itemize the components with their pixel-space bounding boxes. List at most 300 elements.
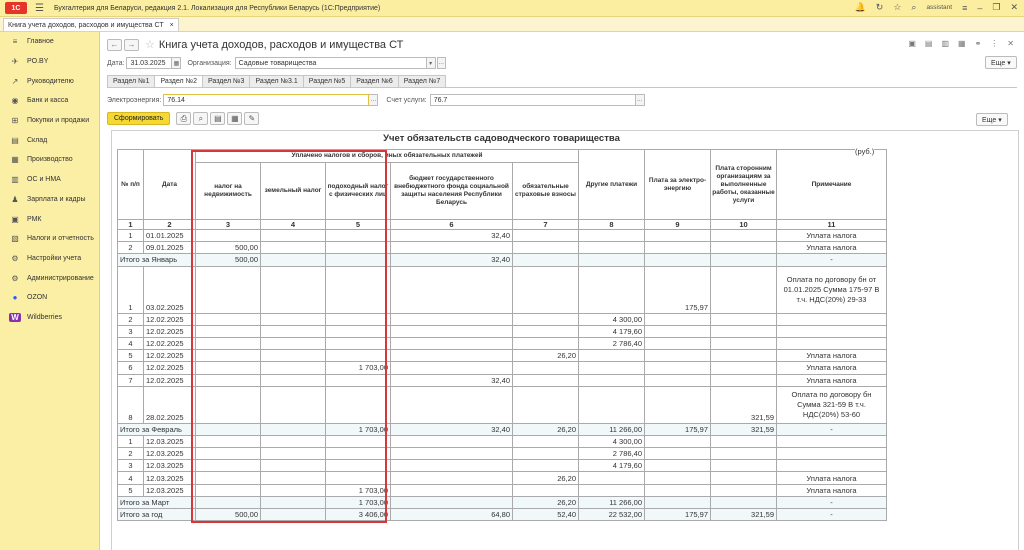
table-cell (777, 460, 887, 472)
table-cell (513, 254, 579, 266)
table-cell (261, 362, 326, 374)
table-icon[interactable]: ▦ (227, 112, 242, 125)
table-cell (777, 325, 887, 337)
table-cell: 26,20 (513, 350, 579, 362)
table-cell: 12.02.2025 (144, 374, 196, 386)
app-title: Бухгалтерия для Беларуси, редакция 2.1. Локализация для Республики Беларусь (1С:Предприятие) (53, 4, 381, 12)
table-cell: 11 266,00 (579, 423, 645, 435)
table-cell: 12.03.2025 (144, 435, 196, 447)
col-header-electric: Плата за электро-энергию (645, 150, 711, 220)
table-cell: 32,40 (391, 374, 513, 386)
rocket-icon: ✈ (11, 57, 19, 67)
table-cell: 8 (118, 386, 144, 423)
table-cell (196, 472, 261, 484)
table-cell (777, 313, 887, 325)
column-number: 10 (711, 220, 777, 230)
sidebar-item-label: Администрирование (27, 274, 94, 282)
report-title: Учет обязательств садоводческого товарищества (383, 133, 620, 144)
assets-icon: ▥ (11, 175, 19, 185)
table-cell (645, 337, 711, 349)
table-cell (645, 435, 711, 447)
table-cell (326, 460, 391, 472)
table-cell (196, 386, 261, 423)
sidebar-item-label: Настройки учета (27, 254, 82, 262)
total-row (118, 509, 887, 521)
table-cell (513, 386, 579, 423)
table-cell: Итого за Март (118, 496, 196, 508)
report-unit: (руб.) (855, 147, 875, 156)
electric-account-input[interactable]: 76.14 (163, 94, 369, 106)
col-header-date: Дата (144, 150, 196, 220)
table-cell: Итого за год (118, 509, 196, 521)
table-cell: 7 (118, 374, 144, 386)
total-row (118, 423, 887, 435)
sidebar-item[interactable] (0, 71, 99, 91)
table-cell (513, 337, 579, 349)
table-cell (391, 472, 513, 484)
date-label: Дата: (107, 59, 125, 67)
service-label: Счет услуги: (386, 96, 427, 104)
table-cell: - (777, 254, 887, 266)
title-bar (0, 0, 1024, 17)
wildberries-icon: W (9, 313, 21, 322)
table-cell (645, 254, 711, 266)
table-cell (391, 337, 513, 349)
column-number: 9 (645, 220, 711, 230)
section-tab[interactable]: Раздел №7 (398, 75, 446, 88)
column-number: 11 (777, 220, 887, 230)
table-cell: 4 (118, 472, 144, 484)
table-cell (645, 242, 711, 254)
user-name[interactable]: assistant (926, 4, 953, 11)
table-cell (711, 337, 777, 349)
table-cell (326, 435, 391, 447)
table-cell: 12.03.2025 (144, 472, 196, 484)
table-cell (513, 435, 579, 447)
section-tab[interactable]: Раздел №5 (303, 75, 351, 88)
report-more-button[interactable]: Еще ▾ (976, 113, 1008, 126)
column-number: 7 (513, 220, 579, 230)
table-cell: Оплата по договору бн от 01.01.2025 Сумма 175-97 В т.ч. НДС(20%) 29-33 (777, 266, 887, 313)
table-cell: 1 703,00 (326, 362, 391, 374)
table-cell: 26,20 (513, 472, 579, 484)
table-cell: 175,97 (645, 423, 711, 435)
sidebar-item-label: Руководителю (27, 77, 74, 85)
table-cell (261, 350, 326, 362)
close-form-icon[interactable]: ✕ (1007, 39, 1014, 48)
column-number: 3 (196, 220, 261, 230)
favorites-icon[interactable]: ☆ (893, 2, 902, 12)
chart-icon: ↗ (11, 76, 19, 86)
table-cell: 1 (118, 230, 144, 242)
table-cell (196, 374, 261, 386)
save-icon[interactable]: ▤ (924, 39, 933, 48)
table-cell: Уплата налога (777, 472, 887, 484)
table-cell: 26,20 (513, 423, 579, 435)
sidebar-item[interactable] (0, 209, 99, 229)
sidebar-item[interactable] (0, 288, 99, 308)
table-cell (711, 266, 777, 313)
section-tab[interactable]: Раздел №1 (107, 75, 155, 88)
total-row (118, 254, 887, 266)
table-cell (513, 374, 579, 386)
col-header-land-tax: земельный налог (261, 163, 326, 220)
bell-icon[interactable]: 🔔 (854, 2, 866, 12)
factory-icon: ▦ (11, 155, 19, 165)
table-cell: 11 266,00 (579, 496, 645, 508)
settings-icon: ⚙ (11, 253, 19, 263)
org-select-button[interactable]: … (437, 57, 446, 69)
table-cell (711, 254, 777, 266)
sidebar-item[interactable] (0, 170, 99, 190)
table-cell (711, 460, 777, 472)
table-cell (645, 313, 711, 325)
link-icon[interactable]: ⚭ (974, 39, 982, 48)
sidebar-item[interactable] (0, 190, 99, 210)
table-cell: 3 (118, 325, 144, 337)
table-cell: 4 179,60 (579, 460, 645, 472)
org-dropdown-icon[interactable]: ▾ (427, 57, 436, 69)
table-cell (326, 242, 391, 254)
history-icon[interactable]: ↻ (875, 2, 884, 12)
table-cell: 2 (118, 242, 144, 254)
table-cell: 500,00 (196, 254, 261, 266)
col-header-insurance: обязательные страховые взносы (513, 163, 579, 220)
table-cell (513, 266, 579, 313)
table-cell: - (777, 423, 887, 435)
table-cell: Оплата по договору бн Сумма 321-59 В т.ч. НДС(20%) 53-60 (777, 386, 887, 423)
table-row (118, 386, 887, 423)
col-header-property-tax: налог на недвижимость (196, 163, 261, 220)
table-cell (711, 435, 777, 447)
table-cell (196, 484, 261, 496)
table-cell: 3 406,00 (326, 509, 391, 521)
table-cell: Уплата налога (777, 242, 887, 254)
sidebar-item-label: OZON (27, 294, 48, 302)
table-cell (196, 337, 261, 349)
table-cell (777, 435, 887, 447)
table-row (118, 350, 887, 362)
table-cell: 4 179,60 (579, 325, 645, 337)
table-cell (261, 423, 326, 435)
menu-icon: ≡ (12, 37, 18, 47)
sidebar-item[interactable] (0, 111, 99, 131)
sidebar (0, 32, 100, 550)
table-cell: 32,40 (391, 230, 513, 242)
sidebar-item[interactable] (0, 130, 99, 150)
column-number: 1 (118, 220, 144, 230)
table-cell (645, 374, 711, 386)
table-cell (645, 386, 711, 423)
table-cell (645, 448, 711, 460)
table-cell: 1 703,00 (326, 496, 391, 508)
title-bar-controls (855, 2, 1018, 13)
table-cell (196, 496, 261, 508)
service-account-input[interactable]: 76.7 (430, 94, 636, 106)
column-numbers-row (118, 220, 887, 230)
table-cell: Уплата налога (777, 362, 887, 374)
sidebar-item[interactable] (0, 52, 99, 72)
column-number: 8 (579, 220, 645, 230)
table-cell (196, 448, 261, 460)
table-row (118, 435, 887, 447)
table-cell (196, 313, 261, 325)
maximize-icon[interactable]: ❐ (992, 2, 1001, 12)
table-cell (513, 230, 579, 242)
back-button[interactable]: ← (107, 39, 122, 51)
column-number: 6 (391, 220, 513, 230)
table-cell (326, 350, 391, 362)
table-cell: - (777, 496, 887, 508)
table-row (118, 460, 887, 472)
header-icons (908, 39, 1014, 48)
table-cell (326, 313, 391, 325)
table-cell (711, 242, 777, 254)
table-cell (579, 242, 645, 254)
table-cell: Итого за Февраль (118, 423, 196, 435)
table-cell: 2 (118, 313, 144, 325)
table-cell (513, 325, 579, 337)
report-table (117, 149, 887, 521)
table-cell (391, 496, 513, 508)
org-label: Организация: (187, 59, 232, 67)
organization-input[interactable]: Садовые товарищества (235, 57, 427, 69)
settings-menu-icon[interactable]: ≡ (962, 2, 968, 13)
table-cell (711, 230, 777, 242)
table-cell: 26,20 (513, 496, 579, 508)
table-cell: 12.02.2025 (144, 362, 196, 374)
sidebar-item[interactable] (0, 32, 99, 52)
table-cell: 32,40 (391, 423, 513, 435)
pmk-icon: ▣ (11, 214, 19, 224)
table-cell (711, 313, 777, 325)
table-cell (513, 242, 579, 254)
sidebar-item[interactable] (0, 268, 99, 288)
table-row (118, 242, 887, 254)
table-cell (261, 509, 326, 521)
print-icon[interactable]: ▣ (908, 39, 916, 48)
table-cell (261, 254, 326, 266)
table-cell: 4 (118, 337, 144, 349)
table-cell: 12.03.2025 (144, 448, 196, 460)
table-cell (326, 448, 391, 460)
sidebar-item-label: Налоги и отчетность (27, 235, 94, 243)
table-cell (196, 266, 261, 313)
edit-icon[interactable]: ✎ (244, 112, 259, 125)
table-cell: 2 786,40 (579, 337, 645, 349)
table-cell (326, 374, 391, 386)
bookmark-star-icon[interactable]: ☆ (145, 39, 155, 51)
table-cell: 6 (118, 362, 144, 374)
table-cell: Итого за Январь (118, 254, 196, 266)
table-cell (326, 230, 391, 242)
table-cell (645, 325, 711, 337)
sidebar-item-label: ОС и НМА (27, 176, 61, 184)
more-vert-icon[interactable]: ⋮ (990, 39, 999, 48)
table-cell: 12.03.2025 (144, 460, 196, 472)
table-cell: 32,40 (391, 254, 513, 266)
table-cell: 5 (118, 350, 144, 362)
table-cell (261, 484, 326, 496)
ozon-icon: ● (12, 293, 18, 303)
table-row (118, 374, 887, 386)
table-cell (711, 496, 777, 508)
sidebar-item[interactable] (0, 91, 99, 111)
table-cell (326, 472, 391, 484)
table-cell (711, 362, 777, 374)
edit-icon[interactable]: ▦ (958, 39, 966, 48)
sidebar-item[interactable] (0, 308, 99, 328)
col-header-note: Примечание (777, 150, 887, 220)
table-cell (391, 362, 513, 374)
table-cell (196, 423, 261, 435)
generate-button[interactable]: Сформировать (107, 112, 170, 125)
table-cell (579, 350, 645, 362)
table-row (118, 448, 887, 460)
table-cell (579, 472, 645, 484)
table-cell (261, 325, 326, 337)
table-cell: 12.02.2025 (144, 350, 196, 362)
table-cell (777, 448, 887, 460)
table-row (118, 472, 887, 484)
table-cell: 12.02.2025 (144, 337, 196, 349)
table-cell: 12.02.2025 (144, 313, 196, 325)
sidebar-item-label: Производство (27, 156, 73, 164)
table-cell: 1 (118, 435, 144, 447)
table-row (118, 313, 887, 325)
section-tab[interactable]: Раздел №6 (350, 75, 398, 88)
col-header-income-tax: подоходный налог с физических лиц (326, 163, 391, 220)
electric-select-button[interactable]: … (369, 94, 378, 106)
table-cell (196, 435, 261, 447)
col-header-paid: Уплачено налогов и сборов, иных обязательных платежей (196, 150, 579, 163)
sidebar-item[interactable] (0, 249, 99, 269)
sidebar-item-label: Банк и касса (27, 97, 69, 105)
open-tabs-bar (0, 17, 1024, 32)
table-cell (196, 350, 261, 362)
table-cell (579, 254, 645, 266)
table-cell (391, 266, 513, 313)
table-cell: Уплата налога (777, 350, 887, 362)
column-number: 2 (144, 220, 196, 230)
table-cell (391, 386, 513, 423)
sidebar-item-label: Главное (27, 38, 54, 46)
table-row (118, 484, 887, 496)
table-cell: 64,80 (391, 509, 513, 521)
table-cell (579, 386, 645, 423)
save-icon[interactable]: ▤ (210, 112, 225, 125)
table-cell (645, 496, 711, 508)
table-cell (391, 325, 513, 337)
table-cell (261, 230, 326, 242)
table-cell (261, 460, 326, 472)
sidebar-item-label: РМК (27, 215, 42, 223)
calendar-icon[interactable]: ▦ (172, 57, 181, 69)
table-cell (391, 435, 513, 447)
table-cell (261, 374, 326, 386)
table-cell: Уплата налога (777, 484, 887, 496)
taxes-icon: ▧ (11, 234, 19, 244)
admin-icon: ⚙ (11, 273, 19, 283)
date-input[interactable]: 31.03.2025 (126, 57, 172, 69)
table-cell: Уплата налога (777, 230, 887, 242)
table-cell: 321,59 (711, 509, 777, 521)
table-cell (711, 448, 777, 460)
table-cell (645, 350, 711, 362)
open-tab-book[interactable] (3, 18, 179, 31)
hamburger-menu-icon[interactable]: ☰ (35, 2, 44, 14)
table-cell (513, 460, 579, 472)
table-cell (326, 254, 391, 266)
forward-button[interactable]: → (124, 39, 139, 51)
header-more-button[interactable]: Еще ▾ (985, 56, 1017, 69)
search-icon[interactable]: ⌕ (911, 2, 917, 12)
col-header-other: Другие платежи (579, 150, 645, 220)
table-cell (261, 337, 326, 349)
close-tab-icon[interactable]: × (169, 21, 174, 29)
table-cell: 2 786,40 (579, 448, 645, 460)
table-cell (513, 484, 579, 496)
print-icon[interactable]: ⎙ (176, 112, 191, 125)
table-cell (326, 337, 391, 349)
table-cell (261, 448, 326, 460)
table-cell (391, 313, 513, 325)
section-tab[interactable]: Раздел №2 (154, 75, 202, 88)
sidebar-item-label: Покупки и продажи (27, 117, 90, 125)
preview-icon[interactable]: ⌕ (193, 112, 208, 125)
table-cell (261, 266, 326, 313)
preview-icon[interactable]: ▥ (941, 39, 950, 48)
sidebar-item-label: Зарплата и кадры (27, 195, 86, 203)
table-cell (579, 230, 645, 242)
table-cell: - (777, 509, 887, 521)
table-cell: 175,97 (645, 509, 711, 521)
table-cell (711, 484, 777, 496)
close-window-icon[interactable]: ✕ (1010, 2, 1018, 12)
table-cell (579, 374, 645, 386)
table-cell (326, 386, 391, 423)
table-cell (711, 325, 777, 337)
table-cell (196, 230, 261, 242)
table-cell: 175,97 (645, 266, 711, 313)
sidebar-item[interactable] (0, 150, 99, 170)
table-cell (645, 472, 711, 484)
table-cell: 09.01.2025 (144, 242, 196, 254)
table-cell (391, 484, 513, 496)
table-cell (196, 460, 261, 472)
section-tab[interactable]: Раздел №3 (202, 75, 250, 88)
table-cell (261, 472, 326, 484)
sidebar-item[interactable] (0, 229, 99, 249)
salary-icon: ♟ (11, 194, 19, 204)
document-header (107, 38, 403, 51)
table-cell (513, 362, 579, 374)
warehouse-icon: ▤ (11, 135, 19, 145)
minimize-icon[interactable]: – (977, 2, 983, 13)
table-cell: 03.02.2025 (144, 266, 196, 313)
table-cell: 1 703,00 (326, 484, 391, 496)
table-cell (326, 325, 391, 337)
table-cell (261, 386, 326, 423)
table-cell: 4 300,00 (579, 313, 645, 325)
service-select-button[interactable]: … (636, 94, 645, 106)
table-cell (579, 362, 645, 374)
table-row (118, 325, 887, 337)
table-cell (711, 374, 777, 386)
section-tab[interactable]: Раздел №3.1 (249, 75, 303, 88)
table-cell (579, 266, 645, 313)
table-cell (326, 266, 391, 313)
